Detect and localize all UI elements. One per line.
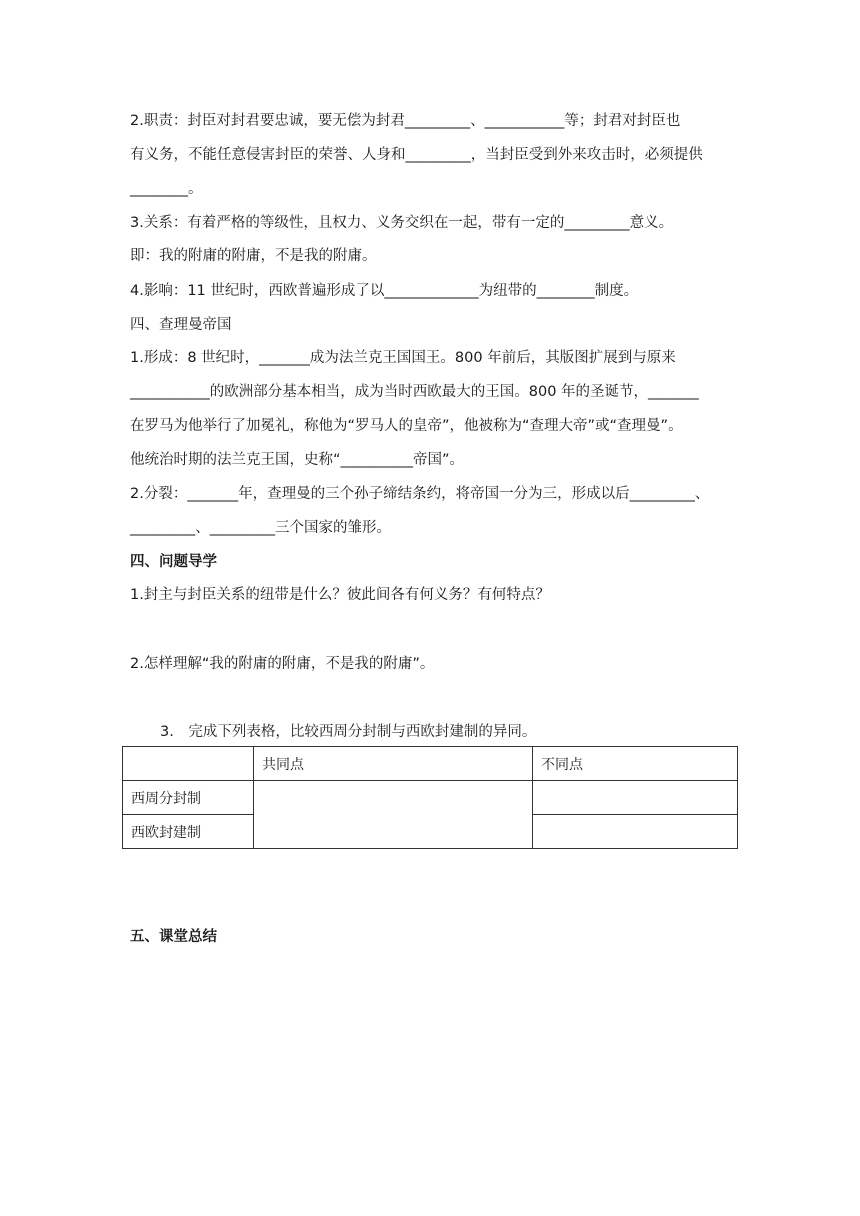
text-line: 有义务，不能任意侵害封臣的荣誉、人身和_________，当封臣受到外来攻击时，必须提供 [130,147,703,163]
table-cell [123,747,254,781]
table-row [123,747,738,781]
text-line: 3.关系：有着严格的等级性，且权力、义务交织在一起，带有一定的_________意义。 [130,215,674,231]
text-line: 即：我的附庸的附庸，不是我的附庸。 [130,248,377,264]
table-cell-common-answer[interactable] [254,781,533,849]
table-row-label: 西周分封制 [123,781,254,815]
text-line: 他统治时期的法兰克王国，史称“__________帝国”。 [130,452,465,468]
text-line: 1.形成：8 世纪时，_______成为法兰克王国国王。800 年前后，其版图扩展到与原来 [130,350,676,366]
text-line: 2.分裂：_______年，查理曼的三个孙子缔结条约，将帝国一分为三，形成以后_________、 [130,486,710,502]
text-line: ___________的欧洲部分基本相当，成为当时西欧最大的王国。800 年的圣诞节，_______ [130,384,699,400]
table-header-common: 共同点 [254,747,533,781]
text-line: 2.职责：封臣对封君要忠诚，要无偿为封君_________、___________等；封君对封臣也 [130,113,681,129]
section-heading-questions: 四、问题导学 [130,554,217,570]
text-line: 在罗马为他举行了加冕礼，称他为“罗马人的皇帝”，他被称为“查理大帝”或“查理曼”。 [130,418,683,434]
text-line: 4.影响：11 世纪时，西欧普遍形成了以_____________为纽带的________制度。 [130,283,639,299]
text-line: ________。 [130,181,203,197]
section-heading-charlemagne: 四、查理曼帝国 [130,317,232,333]
question-item: 3. 完成下列表格，比较西周分封制与西欧封建制的异同。 [160,724,537,740]
table-cell-diff-answer[interactable] [533,815,738,849]
question-item: 1.封主与封臣关系的纽带是什么？彼此间各有何义务？有何特点？ [130,587,550,603]
table-row [123,781,738,815]
table-header-diff: 不同点 [533,747,738,781]
comparison-table [122,746,738,849]
question-item: 2.怎样理解“我的附庸的附庸，不是我的附庸”。 [130,656,435,672]
table-row-label: 西欧封建制 [123,815,254,849]
section-heading-summary: 五、课堂总结 [130,929,217,945]
table-cell-diff-answer[interactable] [533,781,738,815]
text-line: _________、_________三个国家的雏形。 [130,520,391,536]
